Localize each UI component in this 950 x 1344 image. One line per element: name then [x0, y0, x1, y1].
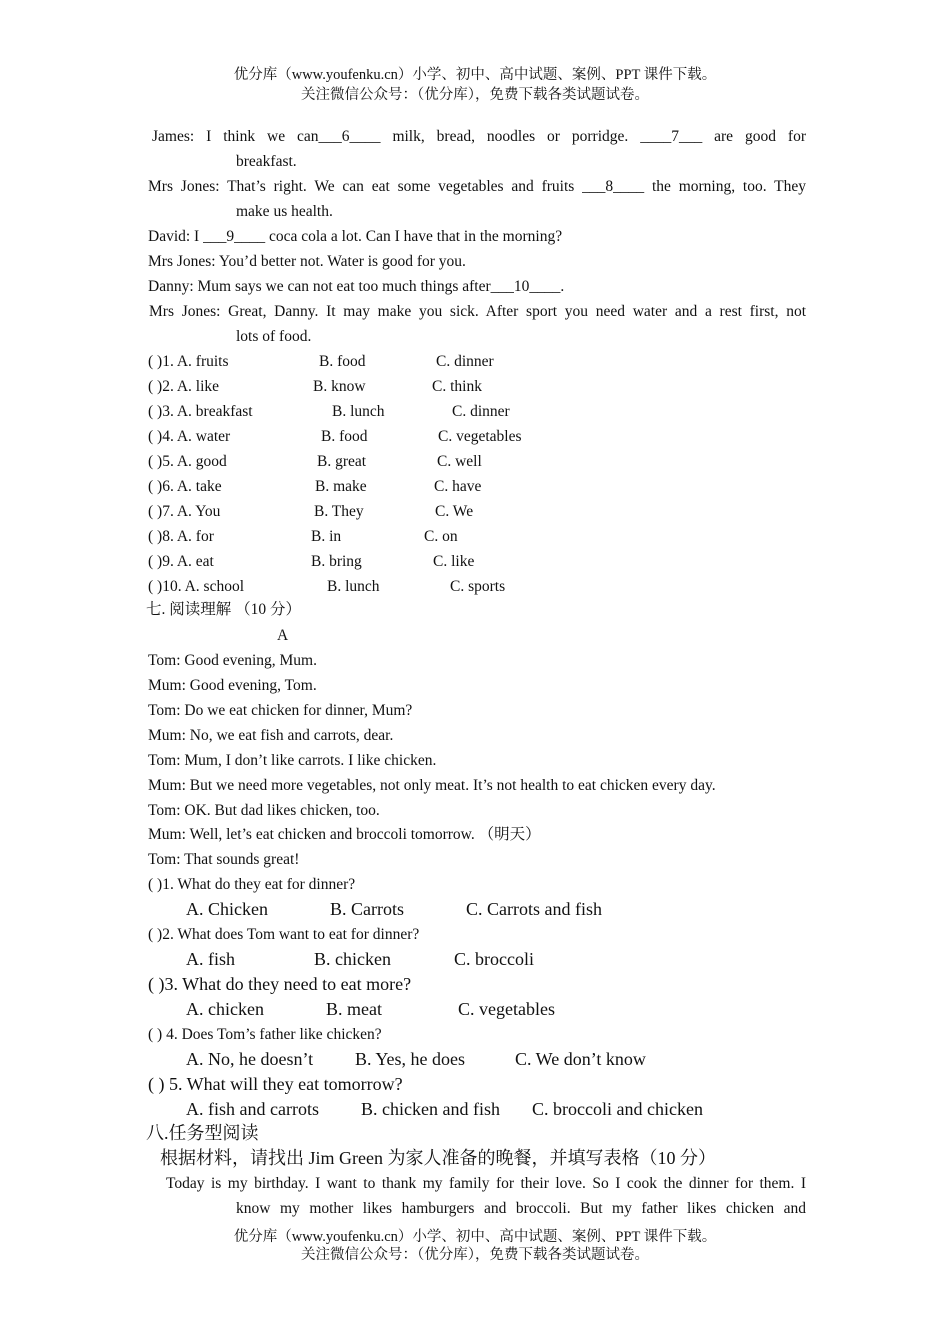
passage-line: Mum: But we need more vegetables, not only meat. It’s not health to eat chicken every day. — [148, 777, 716, 794]
header-line-1: 优分库（www.youfenku.cn）小学、初中、高中试题、案例、PPT 课件下载。 — [233, 67, 717, 83]
answer-c: C. Carrots and fish — [466, 899, 602, 919]
answer-a: A. fish and carrots — [186, 1099, 319, 1119]
answer-b: B. Yes, he does — [355, 1049, 466, 1069]
passage-line: Tom: Do we eat chicken for dinner, Mum? — [148, 702, 413, 719]
section-7-title: 七. 阅读理解 （10 分） — [146, 601, 302, 618]
section-8-title: 八.任务型阅读 — [146, 1123, 259, 1143]
reading-question: ( ) 4. Does Tom’s father like chicken? — [148, 1026, 382, 1043]
footer-line-2: 关注微信公众号：（优分库），免费下载各类试题试卷。 — [301, 1247, 649, 1263]
answer-a: A. chicken — [186, 999, 264, 1019]
option-c: C. have — [434, 478, 482, 495]
dialogue-line: James: I think we can___6____ milk, bread, noodles or porridge. ____7___ are good for — [152, 128, 806, 145]
reading-question: ( )3. What do they need to eat more? — [148, 974, 412, 994]
dialogue-line: lots of food. — [236, 328, 312, 345]
answer-c: C. broccoli and chicken — [532, 1099, 703, 1119]
answer-b: B. Carrots — [330, 899, 404, 919]
reading-question: ( )1. What do they eat for dinner? — [148, 876, 356, 893]
answer-b: B. chicken and fish — [361, 1099, 500, 1119]
option-c: C. dinner — [436, 353, 494, 370]
dialogue-line: make us health. — [236, 203, 333, 220]
option-c: C. like — [433, 553, 475, 570]
option-c: C. well — [437, 453, 482, 470]
option-b: B. lunch — [332, 403, 385, 420]
answer-c: C. broccoli — [454, 949, 534, 969]
answer-c: C. We don’t know — [515, 1049, 646, 1069]
option-question: ( )7. A. You — [148, 503, 221, 520]
answer-b: B. meat — [326, 999, 382, 1019]
dialogue-line: Mrs Jones: That’s right. We can eat some vegetables and fruits ___8____ the morning, too. They — [148, 178, 806, 195]
option-c: C. vegetables — [438, 428, 522, 445]
passage-line: Tom: That sounds great! — [148, 851, 300, 868]
passage-line: Tom: Mum, I don’t like carrots. I like chicken. — [148, 752, 437, 769]
option-question: ( )5. A. good — [148, 453, 227, 470]
answer-c: C. vegetables — [458, 999, 555, 1019]
option-c: C. We — [435, 503, 474, 520]
option-c: C. on — [424, 528, 458, 545]
option-question: ( )4. A. water — [148, 428, 231, 445]
passage-line: Mum: No, we eat fish and carrots, dear. — [148, 727, 394, 744]
option-b: B. know — [313, 378, 366, 395]
reading-question: ( )2. What does Tom want to eat for dinner? — [148, 926, 420, 943]
answer-b: B. chicken — [314, 949, 391, 969]
option-b: B. bring — [311, 553, 362, 570]
option-question: ( )6. A. take — [148, 478, 222, 495]
reading-question: ( ) 5. What will they eat tomorrow? — [148, 1074, 403, 1094]
option-c: C. think — [432, 378, 482, 395]
section-8-text: Today is my birthday. I want to thank my family for their love. So I cook the dinner for them. I — [166, 1175, 806, 1192]
option-b: B. food — [319, 353, 366, 370]
dialogue-line: Mrs Jones: Great, Danny. It may make you sick. After sport you need water and a rest first, not — [149, 303, 806, 320]
section-8-instruction: 根据材料，请找出 Jim Green 为家人准备的晚餐，并填写表格（10 分） — [160, 1148, 716, 1168]
option-c: C. dinner — [452, 403, 510, 420]
dialogue-line: Danny: Mum says we can not eat too much things after___10____. — [148, 278, 565, 295]
answer-a: A. Chicken — [186, 899, 268, 919]
header-line-2: 关注微信公众号：（优分库），免费下载各类试题试卷。 — [301, 87, 649, 103]
passage-line: Tom: OK. But dad likes chicken, too. — [148, 802, 380, 819]
option-b: B. lunch — [327, 578, 380, 595]
option-c: C. sports — [450, 578, 506, 595]
option-question: ( )8. A. for — [148, 528, 214, 545]
passage-line: Tom: Good evening, Mum. — [148, 652, 317, 669]
answer-a: A. fish — [186, 949, 235, 969]
option-b: B. make — [315, 478, 367, 495]
option-b: B. great — [317, 453, 367, 470]
option-question: ( )10. A. school — [148, 578, 245, 595]
option-b: B. food — [321, 428, 368, 445]
answer-a: A. No, he doesn’t — [186, 1049, 314, 1069]
section-8-text: know my mother likes hamburgers and broccoli. But my father likes chicken and — [236, 1200, 806, 1217]
footer-line-1: 优分库（www.youfenku.cn）小学、初中、高中试题、案例、PPT 课件下载。 — [233, 1229, 717, 1245]
option-question: ( )9. A. eat — [148, 553, 214, 570]
option-b: B. in — [311, 528, 342, 545]
option-question: ( )2. A. like — [148, 378, 220, 395]
passage-label: A — [277, 627, 289, 644]
dialogue-line: Mrs Jones: You’d better not. Water is good for you. — [148, 253, 466, 270]
dialogue-line: David: I ___9____ coca cola a lot. Can I have that in the morning? — [148, 228, 563, 245]
dialogue-line: breakfast. — [236, 153, 297, 170]
option-question: ( )3. A. breakfast — [148, 403, 253, 420]
passage-line: Mum: Well, let’s eat chicken and broccoli tomorrow. （明天） — [148, 826, 541, 843]
option-b: B. They — [314, 503, 364, 520]
passage-line: Mum: Good evening, Tom. — [148, 677, 317, 694]
option-question: ( )1. A. fruits — [148, 353, 229, 370]
